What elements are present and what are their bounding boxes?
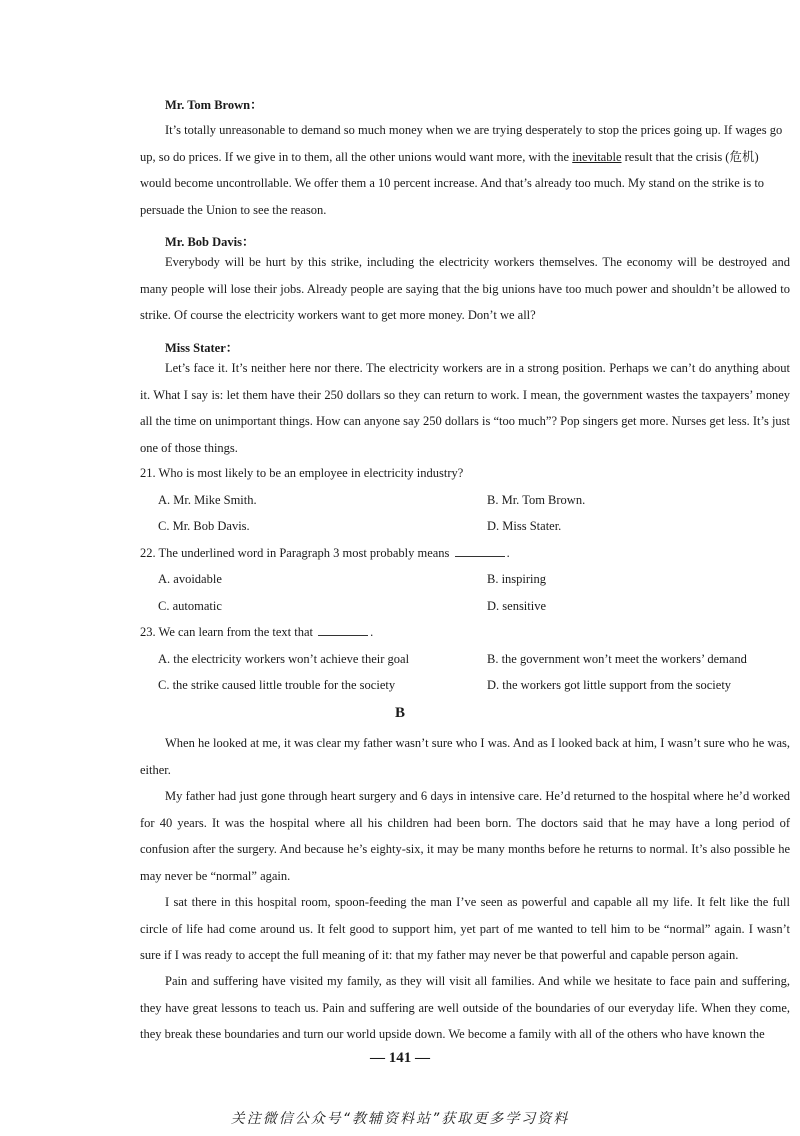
tom-brown-line-2b: result that the crisis (危机) bbox=[621, 149, 759, 164]
q23-option-b: B. the government won’t meet the workers’ demand bbox=[487, 652, 747, 666]
question-23-stem: 23. We can learn from the text that bbox=[140, 625, 314, 639]
q22-option-b: B. inspiring bbox=[487, 572, 547, 586]
tom-brown-line-4: persuade the Union to see the reason. bbox=[140, 202, 327, 217]
q22-option-d: D. sensitive bbox=[487, 599, 547, 613]
bob-davis-paragraph: Everybody will be hurt by this strike, including the electricity workers themselves. The economy will be destroyed and many people will lose their jobs. Already people are saying that the big unions have too much power and shouldn’t be allowed to strike. Of course the electricity workers want to get more money. Don’t we all? bbox=[140, 255, 790, 322]
section-b-heading: B bbox=[394, 705, 405, 721]
q21-option-c: C. Mr. Bob Davis. bbox=[158, 519, 250, 533]
q23-option-c: C. the strike caused little trouble for the society bbox=[158, 678, 396, 692]
tom-brown-line-3: would become uncontrollable. We offer them a 10 percent increase. And that’s already too much. My stand on the strike is to bbox=[140, 176, 765, 190]
q22-option-c: C. automatic bbox=[158, 599, 222, 613]
q22-option-a: A. avoidable bbox=[158, 572, 222, 586]
answer-blank bbox=[455, 546, 505, 557]
passage-b-paragraph-4: Pain and suffering have visited my family, as they will visit all families. And while we hesitate to face pain and suffering, they have great lessons to teach us. Pain and suffering are well outside of the boundaries of our everyday life. When they come, they break these boundaries and turn our world upside down. We become a family with all of the others who have known the bbox=[140, 974, 790, 1041]
q21-option-b: B. Mr. Tom Brown. bbox=[487, 493, 586, 507]
speaker-bob-davis: Mr. Bob Davis： bbox=[165, 235, 255, 249]
tom-brown-line-2a: up, so do prices. If we give in to them, all the other unions would want more, with the bbox=[140, 149, 573, 164]
speaker-miss-stater: Miss Stater： bbox=[165, 341, 239, 355]
underlined-word-inevitable: inevitable bbox=[572, 149, 622, 164]
passage-b-paragraph-1: When he looked at me, it was clear my father wasn’t sure who I was. And as I looked back at him, I wasn’t sure who he was, either. bbox=[140, 736, 790, 777]
speaker-tom-brown: Mr. Tom Brown： bbox=[165, 98, 263, 112]
answer-blank bbox=[318, 625, 368, 636]
page-number: — 141 — bbox=[370, 1050, 430, 1066]
q23-option-a: A. the electricity workers won’t achieve their goal bbox=[158, 652, 410, 666]
question-21-stem: 21. Who is most likely to be an employee in electricity industry? bbox=[140, 466, 464, 480]
q23-option-d: D. the workers got little support from the society bbox=[487, 678, 732, 692]
tom-brown-line-1: It’s totally unreasonable to demand so much money when we are trying desperately to stop the prices going up. If wages go bbox=[165, 123, 783, 137]
miss-stater-paragraph: Let’s face it. It’s neither here nor there. The electricity workers are in a strong position. Perhaps we can’t do anything about it. What I say is: let them have their 250 dollars so they can return to work. I mean, the government wastes the taxpayers’ money all the time on unimportant things. How can anyone say 250 dollars is “too much”? Pop singers get more. Nurses get less. It’s just one of those things. bbox=[140, 361, 790, 455]
q21-option-a: A. Mr. Mike Smith. bbox=[158, 493, 257, 507]
footer-note: 关注微信公众号“教辅资料站”获取更多学习资料 bbox=[230, 1111, 570, 1127]
tom-brown-paragraph bbox=[140, 117, 790, 223]
question-22-stem: 22. The underlined word in Paragraph 3 most probably means bbox=[140, 546, 450, 560]
question-23: 23. We can learn from the text that . bbox=[140, 625, 374, 639]
q21-option-d: D. Miss Stater. bbox=[487, 519, 562, 533]
passage-b-paragraph-3: I sat there in this hospital room, spoon-feeding the man I’ve seen as powerful and capable all my life. It felt like the full circle of life had come around us. It felt good to support him, yet part of me wanted to tell him to be “normal” again. I wasn’t sure if I was ready to accept the full meaning of it: that my father may never be that powerful and capable person again. bbox=[140, 895, 790, 962]
passage-b-paragraph-2: My father had just gone through heart surgery and 6 days in intensive care. He’d returned to the hospital where he’d worked for 40 years. It was the hospital where all his children had been born. The doctors said that he may have a long period of confusion after the surgery. And because he’s eighty-six, it may be many months before he returns to normal. It’s also possible he may never be “normal” again. bbox=[140, 789, 790, 883]
question-22: 22. The underlined word in Paragraph 3 most probably means . bbox=[140, 546, 510, 560]
